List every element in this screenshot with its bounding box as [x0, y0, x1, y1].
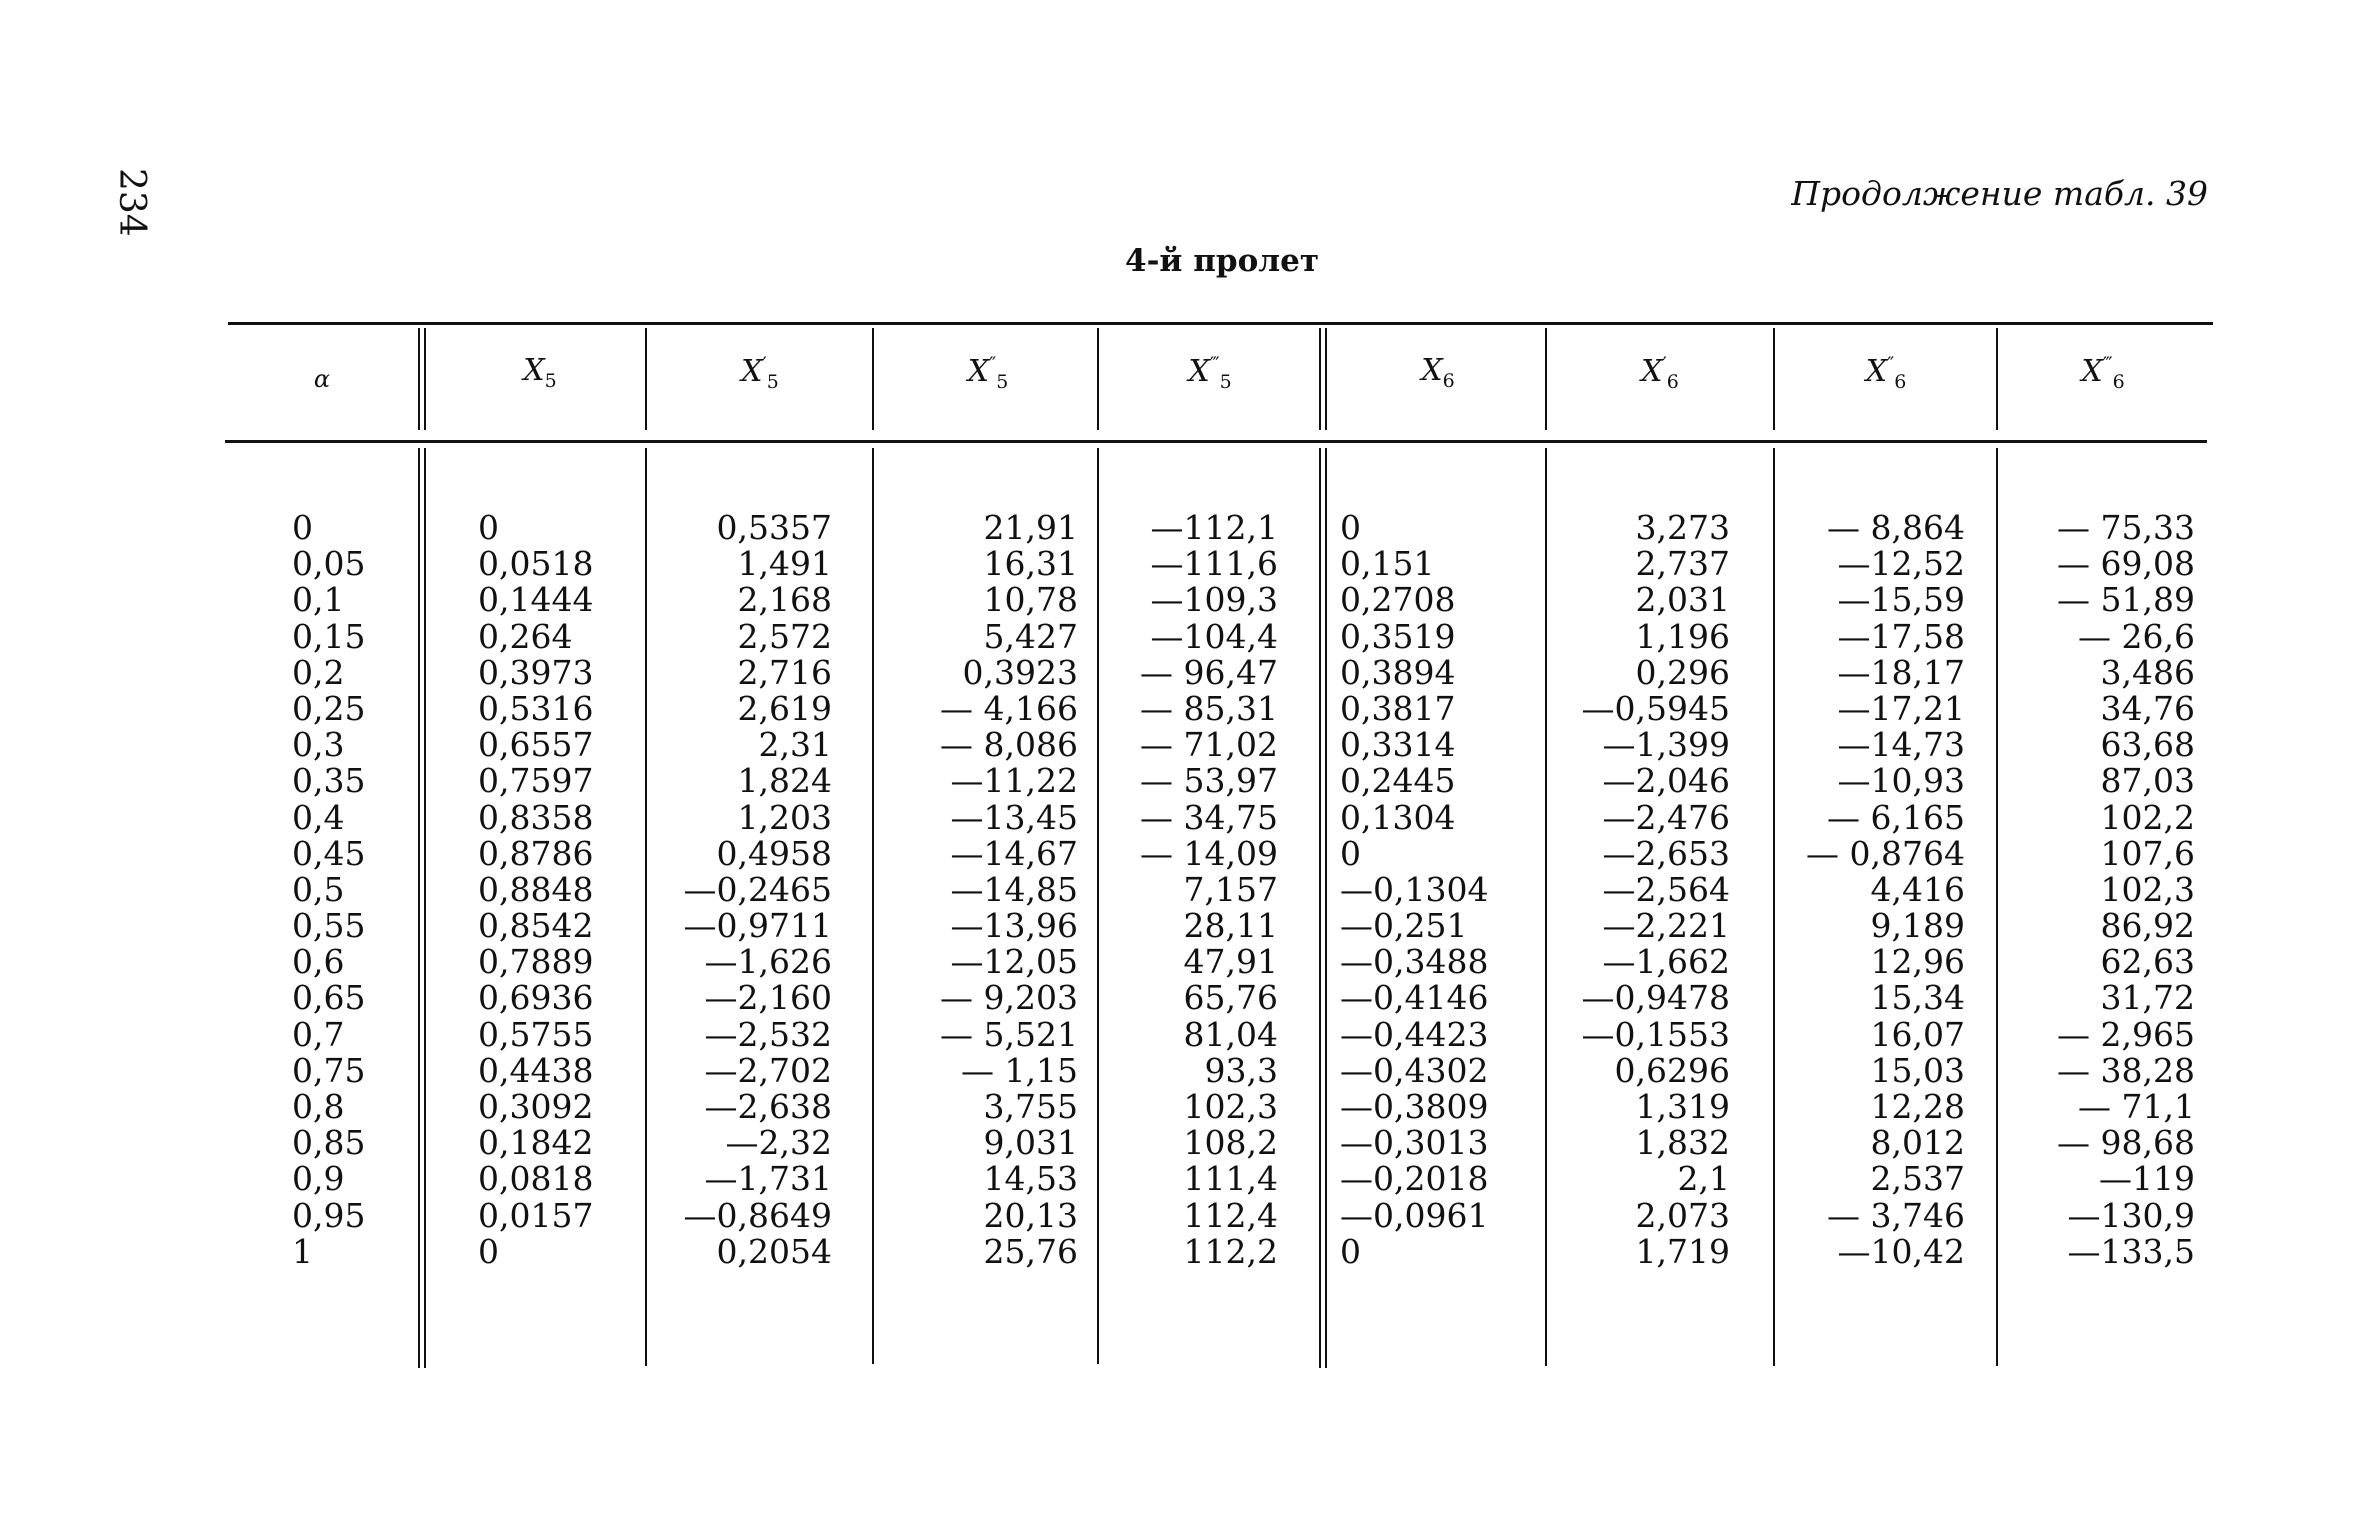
table-cell: —0,9711: [683, 906, 832, 946]
x6-subscript: 6: [1442, 370, 1455, 392]
table-cell: 0,3: [292, 725, 345, 765]
table-cell: 0,7597: [478, 761, 594, 801]
table-cell: —13,45: [950, 797, 1078, 837]
table-cell: 0,8358: [478, 797, 594, 837]
table-cell: —119: [2099, 1159, 2195, 1199]
table-cell: —2,532: [704, 1014, 832, 1054]
x5ppp-prime: ‴: [1209, 353, 1220, 375]
column-x5-prime: [660, 510, 832, 1270]
table-cell: —0,4423: [1340, 1014, 1489, 1054]
table-cell: 7,157: [1183, 869, 1278, 909]
table-cell: 0,7: [292, 1014, 345, 1054]
table-cell: 81,04: [1183, 1014, 1278, 1054]
table-cell: 0,264: [478, 616, 573, 656]
table-cell: —2,638: [704, 1087, 832, 1126]
table-cell: 28,11: [1183, 906, 1278, 946]
top-rule: [228, 322, 2213, 325]
header-divider-double-b: [424, 328, 426, 430]
table-cell: —14,73: [1837, 725, 1965, 765]
table-cell: —133,5: [2067, 1231, 2195, 1271]
x6p-symbol: X: [1641, 354, 1663, 389]
table-cell: — 14,09: [1140, 833, 1278, 873]
table-cell: 1,319: [1635, 1087, 1730, 1126]
table-cell: —2,160: [704, 978, 832, 1018]
table-cell: 0: [292, 508, 313, 547]
table-cell: 0,8786: [478, 833, 594, 873]
table-cell: 0,25: [292, 688, 366, 728]
table-cell: 0,1304: [1340, 797, 1456, 837]
header-rule: [225, 440, 2207, 443]
table-cell: — 3,746: [1827, 1195, 1965, 1235]
table-cell: 20,13: [983, 1195, 1078, 1235]
table-cell: 87,03: [2100, 761, 2195, 801]
table-cell: 0,55: [292, 906, 366, 946]
column-x5-double-prime: [880, 510, 1078, 1270]
table-cell: 10,78: [983, 580, 1078, 620]
table-cell: —14,85: [950, 869, 1078, 909]
x5p-prime: ′: [762, 353, 767, 375]
table-cell: —12,52: [1837, 544, 1965, 584]
table-cell: 47,91: [1183, 942, 1278, 982]
x6pp-prime: ″: [1887, 353, 1895, 375]
table-cell: 2,031: [1635, 580, 1730, 620]
table-cell: 86,92: [2100, 906, 2195, 946]
table-cell: 0,3923: [962, 652, 1078, 692]
table-cell: 0,3894: [1340, 652, 1456, 692]
header-divider: [1097, 328, 1099, 430]
table-cell: —111,6: [1150, 544, 1278, 584]
table-cell: 62,63: [2100, 942, 2195, 982]
table-cell: —112,1: [1150, 508, 1278, 547]
table-cell: 2,737: [1635, 544, 1730, 584]
table-cell: —0,3013: [1340, 1123, 1489, 1163]
body-divider-double-b: [1325, 448, 1327, 1368]
table-cell: 1,719: [1635, 1231, 1730, 1271]
table-cell: 0,3519: [1340, 616, 1456, 656]
header-divider: [1545, 328, 1547, 430]
x6pp-symbol: X: [1865, 354, 1888, 389]
table-cell: —0,3809: [1340, 1087, 1489, 1126]
header-divider: [1996, 328, 1998, 430]
table-cell: —18,17: [1837, 652, 1965, 692]
table-cell: —14,67: [950, 833, 1078, 873]
column-x6-double-prime: [1790, 510, 1965, 1270]
table-cell: 0,15: [292, 616, 366, 656]
body-divider: [1545, 448, 1547, 1366]
x5ppp-subscript: 5: [1219, 371, 1232, 393]
table-cell: 16,31: [983, 544, 1078, 584]
table-cell: 2,1: [1677, 1159, 1730, 1199]
column-x5: [478, 510, 618, 1270]
table-cell: — 85,31: [1140, 688, 1278, 728]
column-x6-triple-prime: [2010, 510, 2195, 1270]
table-cell: 2,572: [737, 616, 832, 656]
table-cell: 0,0518: [478, 544, 594, 584]
table-cell: 0,4438: [478, 1050, 594, 1090]
table-cell: —1,399: [1602, 725, 1730, 765]
table-cell: —0,2018: [1340, 1159, 1489, 1199]
table-cell: 0,2445: [1340, 761, 1456, 801]
x5pp-subscript: 5: [996, 371, 1009, 393]
header-x5-triple-prime: [1110, 353, 1310, 393]
table-cell: —11,22: [950, 761, 1078, 801]
table-cell: —130,9: [2067, 1195, 2195, 1235]
table-cell: —0,0961: [1340, 1195, 1489, 1235]
table-cell: 2,168: [737, 580, 832, 620]
span-title: 4-й пролет: [1125, 243, 1320, 279]
header-divider-double-a: [1319, 328, 1321, 430]
table-cell: 5,427: [983, 616, 1078, 656]
x6ppp-subscript: 6: [2112, 371, 2125, 393]
header-x6-prime: [1560, 353, 1760, 393]
column-x6: [1340, 510, 1510, 1270]
table-cell: —0,2465: [683, 869, 832, 909]
body-divider: [1773, 448, 1775, 1366]
table-cell: — 53,97: [1140, 761, 1278, 801]
table-cell: 25,76: [983, 1231, 1078, 1271]
x5-subscript: 5: [544, 370, 557, 392]
table-cell: 3,273: [1635, 508, 1730, 547]
table-cell: —0,1553: [1581, 1014, 1730, 1054]
x6-symbol: X: [1421, 353, 1443, 388]
table-cell: —2,702: [704, 1050, 832, 1090]
table-cell: — 38,28: [2057, 1050, 2195, 1090]
table-cell: —2,476: [1602, 797, 1730, 837]
table-caption: Продолжение табл. 39: [1791, 174, 2208, 213]
table-cell: —2,653: [1602, 833, 1730, 873]
table-cell: — 1,15: [961, 1050, 1078, 1090]
table-cell: 15,34: [1870, 978, 1965, 1018]
table-cell: —0,1304: [1340, 869, 1489, 909]
table-cell: 0,3973: [478, 652, 594, 692]
table-cell: 0,5: [292, 869, 345, 909]
table-cell: 0,65: [292, 978, 366, 1018]
table-cell: 2,537: [1870, 1159, 1965, 1199]
table-cell: 0: [478, 508, 499, 547]
table-cell: 0: [1340, 508, 1361, 547]
table-cell: —12,05: [950, 942, 1078, 982]
body-divider: [872, 448, 874, 1364]
header-x6-triple-prime: [2003, 353, 2203, 393]
table-cell: — 75,33: [2057, 508, 2195, 547]
header-x5: [440, 353, 640, 392]
table-cell: 1,824: [737, 761, 832, 801]
table-cell: 15,03: [1870, 1050, 1965, 1090]
table-cell: — 8,864: [1827, 508, 1965, 547]
header-x6-double-prime: [1786, 353, 1986, 393]
table-cell: —0,3488: [1340, 942, 1489, 982]
table-cell: 0,95: [292, 1195, 366, 1235]
table-cell: 0,45: [292, 833, 366, 873]
x6pp-subscript: 6: [1894, 371, 1907, 393]
table-cell: —2,221: [1602, 906, 1730, 946]
table-cell: —0,251: [1340, 906, 1468, 946]
table-cell: —10,42: [1837, 1231, 1965, 1271]
table-cell: 0: [1340, 833, 1361, 873]
table-cell: 0,8542: [478, 906, 594, 946]
table-cell: 0,6: [292, 942, 345, 982]
table-cell: 0,6936: [478, 978, 594, 1018]
table-cell: —1,626: [704, 942, 832, 982]
table-cell: 107,6: [2100, 833, 2195, 873]
table-cell: 0,05: [292, 544, 366, 584]
table-cell: 0,296: [1635, 652, 1730, 692]
table-cell: 0,151: [1340, 544, 1435, 584]
table-cell: —17,58: [1837, 616, 1965, 656]
table-cell: 0,7889: [478, 942, 594, 982]
table-cell: —104,4: [1150, 616, 1278, 656]
table-cell: 112,2: [1183, 1231, 1278, 1271]
table-cell: 1,196: [1635, 616, 1730, 656]
table-cell: 8,012: [1870, 1123, 1965, 1163]
body-divider: [1097, 448, 1099, 1364]
header-x5-double-prime: [888, 353, 1088, 393]
table-cell: 21,91: [983, 508, 1078, 547]
table-cell: —2,046: [1602, 761, 1730, 801]
body-divider-double-b: [424, 448, 426, 1368]
table-cell: 14,53: [983, 1159, 1078, 1199]
x6ppp-symbol: X: [2081, 354, 2103, 389]
table-cell: 12,28: [1870, 1087, 1965, 1126]
table-cell: 2,31: [758, 725, 832, 765]
table-cell: 0,8848: [478, 869, 594, 909]
column-alpha: [292, 510, 402, 1270]
table-cell: 1,491: [737, 544, 832, 584]
table-cell: 108,2: [1183, 1123, 1278, 1163]
header-divider: [1773, 328, 1775, 430]
header-divider: [645, 328, 647, 430]
table-cell: — 69,08: [2057, 544, 2195, 584]
x6p-subscript: 6: [1666, 371, 1679, 393]
body-divider-double-a: [418, 448, 420, 1368]
table-cell: — 6,165: [1827, 797, 1965, 837]
column-x6-prime: [1560, 510, 1730, 1270]
table-cell: 1,203: [737, 797, 832, 837]
table-cell: 16,07: [1870, 1014, 1965, 1054]
header-alpha: [222, 365, 422, 393]
table-cell: — 98,68: [2057, 1123, 2195, 1163]
table-cell: —109,3: [1150, 580, 1278, 620]
table-cell: —13,96: [950, 906, 1078, 946]
alpha-symbol: α: [313, 365, 331, 393]
table-cell: 0,6296: [1614, 1050, 1730, 1090]
table-cell: —0,8649: [683, 1195, 832, 1235]
x5ppp-symbol: X: [1188, 354, 1210, 389]
table-cell: 0,3314: [1340, 725, 1456, 765]
table-cell: —2,32: [725, 1123, 832, 1163]
table-cell: 102,3: [2100, 869, 2195, 909]
table-cell: 0,35: [292, 761, 366, 801]
table-cell: 0,2708: [1340, 580, 1456, 620]
table-cell: —0,4146: [1340, 978, 1489, 1018]
table-cell: 0,5357: [716, 508, 832, 547]
table-cell: 0,1842: [478, 1123, 594, 1163]
x6ppp-prime: ‴: [2102, 353, 2113, 375]
table-cell: — 51,89: [2057, 580, 2195, 620]
table-cell: 0: [478, 1231, 499, 1271]
x6p-prime: ′: [1662, 353, 1667, 375]
table-cell: 31,72: [2100, 978, 2195, 1018]
table-cell: 0,9: [292, 1159, 345, 1199]
header-x6: [1338, 353, 1538, 392]
header-x5-prime: [660, 353, 860, 393]
x5pp-symbol: X: [967, 354, 990, 389]
x5-symbol: X: [523, 353, 545, 388]
table-cell: 93,3: [1204, 1050, 1278, 1090]
table-cell: 111,4: [1183, 1159, 1278, 1199]
table-cell: 2,716: [737, 652, 832, 692]
table-cell: 0,6557: [478, 725, 594, 765]
table-cell: 63,68: [2100, 725, 2195, 765]
x5pp-prime: ″: [989, 353, 997, 375]
table-cell: 0,75: [292, 1050, 366, 1090]
table-cell: 9,189: [1870, 906, 1965, 946]
table-cell: 0,5316: [478, 688, 594, 728]
table-cell: —0,5945: [1581, 688, 1730, 728]
table-cell: 12,96: [1870, 942, 1965, 982]
page-number: 234: [111, 168, 152, 237]
table-cell: —1,731: [704, 1159, 832, 1199]
table-cell: 34,76: [2100, 688, 2195, 728]
table-cell: 0,5755: [478, 1014, 594, 1054]
table-cell: 0,0818: [478, 1159, 594, 1199]
table-cell: — 71,1: [2078, 1087, 2195, 1126]
table-cell: — 4,166: [940, 688, 1078, 728]
table-cell: 0,85: [292, 1123, 366, 1163]
table-cell: 0,4: [292, 797, 345, 837]
table-cell: 102,2: [2100, 797, 2195, 837]
header-divider: [872, 328, 874, 430]
table-cell: 0,3092: [478, 1087, 594, 1126]
table-cell: 0,2054: [716, 1231, 832, 1271]
table-cell: 0: [1340, 1231, 1361, 1271]
table-cell: 1: [292, 1231, 313, 1271]
x5p-symbol: X: [741, 354, 763, 389]
body-divider-double-a: [1319, 448, 1321, 1368]
table-cell: 0,1: [292, 580, 345, 620]
table-cell: —1,662: [1602, 942, 1730, 982]
table-cell: 2,619: [737, 688, 832, 728]
column-x5-triple-prime: [1110, 510, 1278, 1270]
body-divider: [645, 448, 647, 1366]
table-cell: 0,1444: [478, 580, 594, 620]
table-cell: 0,8: [292, 1087, 345, 1126]
table-cell: 4,416: [1870, 869, 1965, 909]
table-cell: — 8,086: [940, 725, 1078, 765]
body-divider: [1996, 448, 1998, 1366]
table-cell: — 71,02: [1140, 725, 1278, 765]
table-cell: 112,4: [1183, 1195, 1278, 1235]
table-cell: 2,073: [1635, 1195, 1730, 1235]
table-cell: 0,3817: [1340, 688, 1456, 728]
table-cell: 1,832: [1635, 1123, 1730, 1163]
x5p-subscript: 5: [766, 371, 779, 393]
table-cell: —17,21: [1837, 688, 1965, 728]
table-cell: — 0,8764: [1806, 833, 1965, 873]
table-cell: 3,755: [983, 1087, 1078, 1126]
table-cell: 3,486: [2100, 652, 2195, 692]
table-cell: 0,4958: [716, 833, 832, 873]
table-cell: —2,564: [1602, 869, 1730, 909]
table-cell: — 2,965: [2057, 1014, 2195, 1054]
table-cell: — 34,75: [1140, 797, 1278, 837]
table-cell: 102,3: [1183, 1087, 1278, 1126]
table-cell: —15,59: [1837, 580, 1965, 620]
table-cell: —0,9478: [1581, 978, 1730, 1018]
table-cell: 65,76: [1183, 978, 1278, 1018]
table-cell: 0,2: [292, 652, 345, 692]
table-cell: —0,4302: [1340, 1050, 1489, 1090]
header-divider-double-b: [1325, 328, 1327, 430]
table-cell: 9,031: [983, 1123, 1078, 1163]
table-cell: — 26,6: [2078, 616, 2195, 656]
table-cell: — 96,47: [1140, 652, 1278, 692]
table-cell: —10,93: [1837, 761, 1965, 801]
table-cell: 0,0157: [478, 1195, 594, 1235]
table-cell: — 9,203: [940, 978, 1078, 1018]
table-cell: — 5,521: [940, 1014, 1078, 1054]
